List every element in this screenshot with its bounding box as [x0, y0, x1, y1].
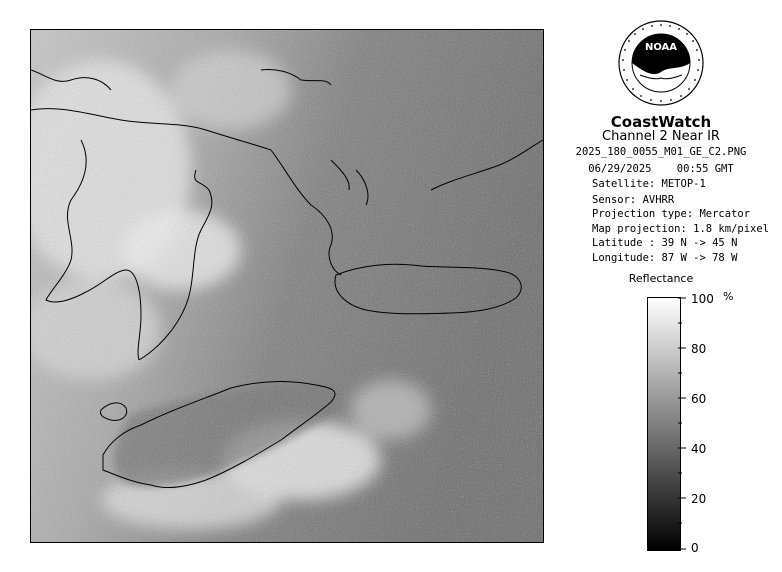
- date-label: 06/29/2025: [588, 163, 652, 175]
- datetime-label: [570, 163, 752, 175]
- filename-label: 2025_180_0055_M01_GE_C2.PNG: [575, 146, 747, 158]
- satellite-image[interactable]: [30, 29, 544, 543]
- map-projection-label: Map projection: 1.8 km/pixel: [592, 223, 770, 235]
- legend-panel: [570, 0, 782, 572]
- latitude-label: Latitude : 39 N -> 45 N: [592, 237, 738, 249]
- longitude-label: Longitude: 87 W -> 78 W: [592, 252, 738, 264]
- product-title: CoastWatch: [610, 113, 712, 131]
- colorbar-tick-80: 80: [691, 342, 707, 356]
- time-label: 00:55 GMT: [676, 163, 734, 175]
- sensor-label: Sensor: AVHRR: [592, 194, 675, 206]
- colorbar-tick-100: 100: [691, 292, 714, 306]
- colorbar: [647, 297, 681, 551]
- colorbar-tick-40: 40: [691, 442, 707, 456]
- speckle-region: [361, 30, 543, 542]
- channel-subtitle: Channel 2 Near IR: [602, 129, 720, 144]
- colorbar-title: Reflectance: [628, 272, 694, 285]
- logo-noaa-label: NOAA: [644, 42, 678, 53]
- colorbar-unit: %: [723, 290, 734, 303]
- satellite-label: Satellite: METOP-1: [592, 178, 706, 190]
- projection-type-label: Projection type: Mercator: [592, 208, 751, 220]
- noaa-logo: [618, 20, 704, 106]
- colorbar-tick-0: 0: [691, 541, 699, 555]
- colorbar-tick-20: 20: [691, 492, 707, 506]
- colorbar-tick-60: 60: [691, 392, 707, 406]
- satellite-map-svg: [31, 30, 543, 542]
- colorbar-ticks: [678, 297, 690, 551]
